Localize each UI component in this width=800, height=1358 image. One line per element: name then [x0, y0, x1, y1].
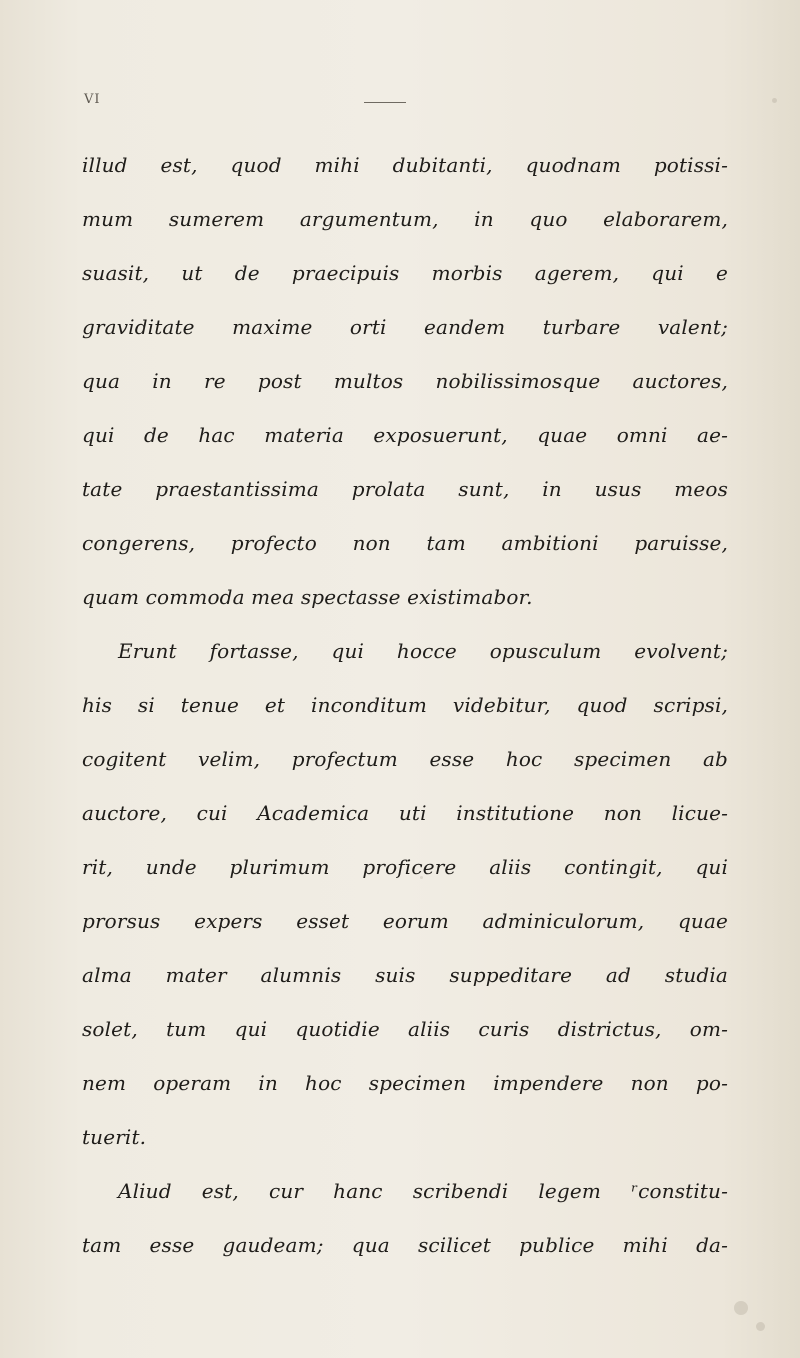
text-line: graviditate maxime orti eandem turbare valent;: [82, 315, 728, 339]
header-rule: [364, 102, 406, 103]
text-line: alma mater alumnis suis suppeditare ad studia: [82, 963, 728, 987]
text-line: his si tenue et inconditum videbitur, quod scripsi,: [82, 693, 728, 717]
text-line: auctore, cui Academica uti institutione non licue-: [82, 801, 728, 825]
text-line: tate praestantissima prolata sunt, in usus meos: [82, 477, 728, 501]
text-line: quam commoda mea spectasse existimabor.: [82, 585, 533, 609]
body-text: [82, 138, 728, 1272]
text-line: tuerit.: [82, 1125, 147, 1149]
paragraph-start-line: Erunt fortasse, qui hocce opusculum evolvent;: [118, 639, 728, 663]
text-line: illud est, quod mihi dubitanti, quodnam potissi-: [82, 153, 728, 177]
text-line: nem operam in hoc specimen impendere non po-: [82, 1071, 728, 1095]
text-line: mum sumerem argumentum, in quo elaborarem,: [82, 207, 728, 231]
text-line: qua in re post multos nobilissimosque auctores,: [82, 369, 728, 393]
paper-speckle: [756, 1322, 765, 1331]
text-line: solet, tum qui quotidie aliis curis districtus, om-: [82, 1017, 728, 1041]
paragraph-start-line: Aliud est, cur hanc scribendi legem ʳconstitu-: [118, 1179, 728, 1203]
text-line: congerens, profecto non tam ambitioni paruisse,: [82, 531, 728, 555]
text-line: qui de hac materia exposuerunt, quae omni ae-: [82, 423, 728, 447]
text-line: cogitent velim, profectum esse hoc specimen ab: [82, 747, 728, 771]
text-line: tam esse gaudeam; qua scilicet publice mihi da-: [82, 1233, 728, 1257]
text-line: rit, unde plurimum proficere aliis contingit, qui: [82, 855, 728, 879]
page-header: [84, 92, 424, 112]
page-number: VI: [84, 92, 101, 107]
text-line: prorsus expers esset eorum adminiculorum, quae: [82, 909, 728, 933]
text-line: suasit, ut de praecipuis morbis agerem, qui e: [82, 261, 728, 285]
paper-speckle: [772, 98, 777, 103]
paper-speckle: [420, 876, 423, 879]
paper-speckle: [734, 1301, 748, 1315]
